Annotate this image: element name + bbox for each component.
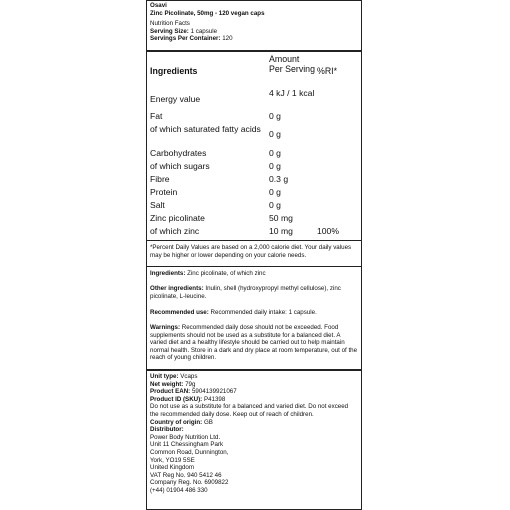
distributor-line: (+44) 01904 486 330 bbox=[150, 486, 208, 494]
serving-size-value: 1 capsule bbox=[190, 27, 218, 35]
distributor-line: Unit 11 Chessingham Park bbox=[150, 441, 224, 449]
row-name: of which sugars bbox=[150, 161, 210, 171]
row-amount: 0 g bbox=[269, 148, 281, 158]
row-amount: 0 g bbox=[269, 129, 281, 139]
row-amount: 0 g bbox=[269, 161, 281, 171]
row-name: Energy value bbox=[150, 94, 201, 104]
label-header bbox=[147, 2, 361, 43]
net-weight-label: Net weight: bbox=[150, 380, 184, 388]
origin-value: GB bbox=[203, 418, 213, 426]
row-amount: 10 mg bbox=[269, 226, 293, 236]
row-name: of which zinc bbox=[150, 226, 200, 236]
nutrition-label bbox=[146, 0, 362, 510]
row-amount: 4 kJ / 1 kcal bbox=[269, 88, 315, 98]
unit-type bbox=[150, 373, 358, 381]
servings-per-container bbox=[150, 35, 358, 43]
serving-size bbox=[150, 28, 358, 36]
row-name: Protein bbox=[150, 187, 178, 197]
servings-value: 120 bbox=[222, 35, 233, 43]
recommended-use-line bbox=[150, 309, 358, 317]
row-amount: 0 g bbox=[269, 111, 281, 121]
product-details bbox=[147, 373, 361, 495]
net-weight bbox=[150, 381, 358, 389]
distributor-label: Distributor: bbox=[150, 426, 184, 434]
unit-type-label: Unit type: bbox=[150, 373, 179, 380]
ingredients-section bbox=[147, 270, 361, 278]
row-name: Carbohydrates bbox=[150, 148, 207, 158]
table-header-row bbox=[147, 54, 361, 90]
divider bbox=[147, 266, 361, 267]
divider-thick bbox=[147, 369, 361, 371]
recommended-use-section bbox=[147, 309, 361, 317]
warnings-value: Recommended daily dose should not be exceeded. Food supplements should not be used as a substitute for a balanced diet. A varied diet and a healthy lifestyle should be carried out to help maintain normal health. Store in a dark and dry place at room temperature, out of the reach of young children. bbox=[150, 324, 358, 362]
recommended-use-label: Recommended use: bbox=[150, 309, 209, 316]
row-amount: 50 mg bbox=[269, 213, 293, 223]
ingredients-value: Zinc picolinate, of which zinc bbox=[187, 270, 266, 277]
row-name: Zinc picolinate bbox=[150, 213, 205, 223]
distributor-line: Common Road, Dunnington, bbox=[150, 448, 229, 456]
footnote: *Percent Daily Values are based on a 2,000 calorie diet. Your daily values may be higher or lower depending on your calorie needs. bbox=[150, 244, 352, 259]
row-amount: 0 g bbox=[269, 187, 281, 197]
distributor-line: Power Body Nutrition Ltd. bbox=[150, 433, 221, 441]
unit-type-value: Vcaps bbox=[180, 373, 198, 380]
distributor-line: Company Reg. No. 6909822 bbox=[150, 479, 229, 487]
origin-label: Country of origin: bbox=[150, 418, 203, 426]
distributor-line: York, YO19 5SE bbox=[150, 456, 195, 464]
sku-label: Product ID (SKU): bbox=[150, 395, 203, 403]
product-sku bbox=[150, 396, 358, 404]
row-amount: 0.3 g bbox=[269, 174, 289, 184]
row-name: of which saturated fatty acids bbox=[150, 124, 261, 134]
row-name: Fibre bbox=[150, 174, 170, 184]
sku-value: P41398 bbox=[203, 395, 226, 403]
col-ingredients-header: Ingredients bbox=[150, 66, 198, 76]
recommended-use-value: Recommended daily intake: 1 capsule. bbox=[210, 309, 317, 316]
distributor-line: United Kingdom bbox=[150, 464, 195, 472]
divider-thick bbox=[147, 50, 361, 52]
row-name: Fat bbox=[150, 111, 163, 121]
divider bbox=[147, 240, 361, 241]
ingredients-label: Ingredients: bbox=[150, 270, 186, 277]
distributor-line: VAT Reg No. 940 5412 46 bbox=[150, 471, 222, 479]
warnings-section bbox=[147, 324, 361, 362]
usage-note: Do not use as a substitute for a balanced and varied diet. Do not exceed the recommended daily dose. Keep out of reach of children. bbox=[150, 403, 349, 418]
row-ri: 100% bbox=[317, 226, 339, 236]
ingredients-line bbox=[150, 270, 358, 278]
row-amount: 0 g bbox=[269, 200, 281, 210]
col-amount-header: Amount Per Serving bbox=[269, 54, 315, 74]
warnings-label: Warnings: bbox=[150, 324, 181, 331]
brand-name: Osavi bbox=[150, 2, 167, 9]
product-name: Zinc Picolinate, 50mg - 120 vegan caps bbox=[150, 9, 265, 17]
ean-label: Product EAN: bbox=[150, 388, 191, 396]
net-weight-value: 79g bbox=[185, 380, 196, 388]
country-of-origin bbox=[150, 419, 358, 427]
col-ri-header: %RI* bbox=[317, 66, 338, 76]
other-ingredients-value: Inulin, shell (hydroxypropyl methyl cellulose), zinc picolinate, L-leucine. bbox=[150, 285, 341, 300]
warnings-line bbox=[150, 324, 358, 362]
other-ingredients-line bbox=[150, 285, 358, 300]
row-name: Salt bbox=[150, 200, 165, 210]
other-ingredients-label: Other ingredients: bbox=[150, 285, 204, 292]
serving-size-label: Serving Size: bbox=[150, 27, 189, 35]
other-ingredients-section bbox=[147, 285, 361, 300]
ean-value: 5904139921067 bbox=[191, 388, 237, 396]
product-ean bbox=[150, 388, 358, 396]
servings-label: Servings Per Container: bbox=[150, 35, 221, 43]
nutrition-facts-title: Nutrition Facts bbox=[150, 20, 190, 28]
